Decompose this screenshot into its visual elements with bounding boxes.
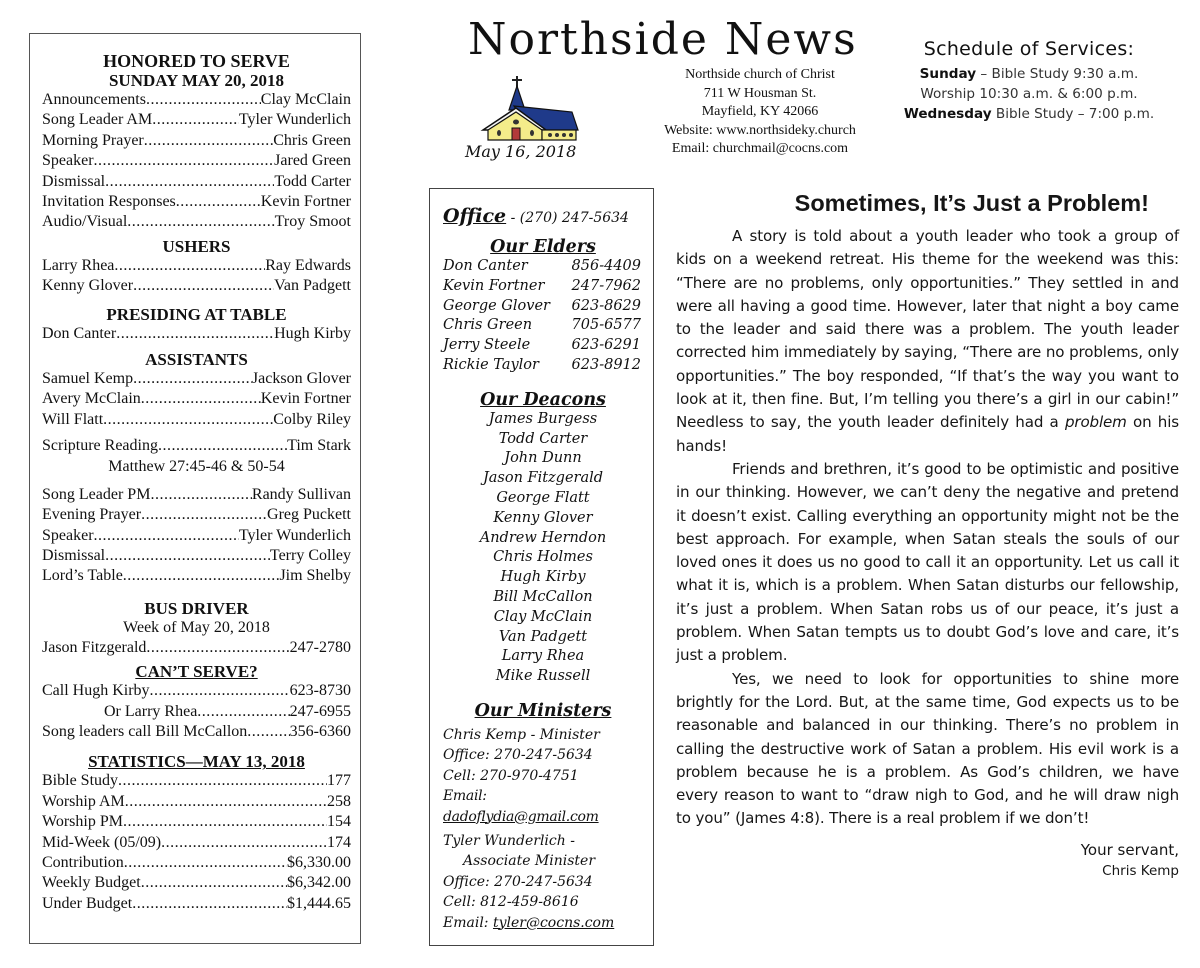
stat-row: [42, 853, 351, 873]
stat-value: $6,330.00: [287, 853, 351, 871]
presiding-left: Don Canter: [42, 324, 117, 342]
assistant-row: [42, 410, 351, 430]
article: [676, 190, 1179, 881]
leader-dots: [124, 853, 287, 873]
minister-cell: Cell: 812-459-8616: [443, 894, 579, 911]
deacons-heading: Our Deacons: [480, 389, 606, 410]
duty-role: Announcements: [42, 91, 146, 108]
assistant-left: Avery McClain: [42, 390, 141, 408]
duty-row: [42, 172, 351, 192]
stat-row: [42, 894, 351, 914]
contact-label: Call Hugh Kirby: [42, 682, 150, 700]
duty-name: Tyler Wunderlich: [238, 111, 351, 129]
article-paragraph: Friends and brethren, it’s good to be optimistic and positive in our thinking. However, we can’t deny the negative and pretend it doesn’t exist. Calling everything an opportunity might not be the best approach. For example, when Satan steals the souls of our loved ones it does us no good to call it an opportunity. Let us call it what it is, which is a problem. When Satan disturbs our fellowship, it’s just a problem. When Satan robs us of our peace, it’s just a problem. When Satan tempts us to doubt God’s love and care, it’s just a problem.: [676, 459, 1179, 665]
stat-label: Worship PM: [42, 813, 123, 831]
minister-office: Office: 270-247-5634: [443, 873, 593, 890]
office-phone: - (270) 247-5634: [506, 210, 629, 226]
stat-row: [42, 833, 351, 853]
church-icon: [478, 74, 580, 142]
leader-dots: [141, 873, 287, 893]
elders-heading: Our Elders: [490, 237, 596, 257]
stat-label: Bible Study: [42, 772, 119, 790]
duty-role: Dismissal: [42, 172, 106, 190]
church-email[interactable]: Email: churchmail@cocns.com: [671, 141, 849, 156]
duty-role: Invitation Responses: [42, 193, 176, 211]
elder-row: [443, 356, 643, 376]
stat-value: $6,342.00: [287, 874, 351, 892]
usher-left: Larry Rhea: [42, 256, 115, 274]
duty-name: Jared Green: [274, 152, 351, 170]
church-website[interactable]: Website: www.northsideky.church: [664, 122, 856, 138]
stat-row: [42, 771, 351, 791]
stat-value: 258: [327, 792, 351, 810]
minister-email-line: [443, 786, 643, 827]
elder-row: [443, 336, 643, 356]
elder-phone: 623-6291: [571, 337, 641, 354]
duty-row: [42, 151, 351, 171]
elder-phone: 247-7962: [571, 277, 641, 294]
duty-row: [42, 131, 351, 151]
elder-phone: 623-8629: [571, 297, 641, 314]
cant-serve-row: [42, 702, 351, 722]
leader-dots: [116, 324, 274, 344]
article-paragraph: [676, 225, 1179, 458]
deacons-list: [443, 410, 643, 687]
usher-row: [42, 276, 351, 296]
duty-role: Audio/Visual: [42, 213, 128, 231]
issue-date: May 16, 2018: [465, 142, 577, 161]
contact-phone: 356-6360: [289, 722, 351, 740]
schedule-text: – Bible Study 9:30 a.m.: [976, 66, 1139, 82]
leader-dots: [123, 812, 327, 832]
stat-value: 177: [327, 772, 351, 790]
minister-entry: [443, 725, 643, 827]
paragraph-text: on his hands!: [676, 413, 1179, 455]
minister-email-link[interactable]: tyler@cocns.com: [492, 914, 615, 931]
duty-role: Song Leader PM: [42, 485, 151, 503]
schedule-line: [884, 104, 1174, 124]
deacon-name: Clay McClain: [493, 608, 593, 625]
deacon-name: Andrew Herndon: [479, 529, 607, 546]
bus-driver-phone: 247-2780: [289, 638, 351, 656]
elder-name: Kevin Fortner: [443, 277, 545, 294]
elder-name: Don Canter: [443, 258, 528, 274]
statistics-heading: STATISTICS—MAY 13, 2018: [88, 752, 305, 772]
honored-title: HONORED TO SERVE: [103, 51, 290, 71]
deacon-name: James Burgess: [488, 410, 598, 427]
deacon-name: Mike Russell: [495, 668, 591, 685]
duty-role: Song Leader AM: [42, 111, 153, 129]
office-label: Office: [443, 205, 507, 227]
leader-dots: [133, 276, 274, 296]
deacon-name: Larry Rhea: [501, 648, 585, 665]
schedule-title: Schedule of Services:: [923, 38, 1135, 60]
leader-dots: [141, 389, 261, 409]
bus-driver-row: [42, 638, 351, 658]
author: Chris Kemp: [1102, 862, 1179, 879]
church-name: Northside church of Christ: [685, 67, 835, 82]
church-directory-panel: [429, 188, 654, 946]
bus-week: Week of May 20, 2018: [123, 618, 270, 636]
deacon-name: George Flatt: [496, 489, 590, 506]
minister-title: Associate Minister: [463, 853, 596, 870]
leader-dots: [127, 212, 274, 232]
stat-value: 154: [327, 813, 351, 831]
minister-email-link[interactable]: dadoflydia@gmail.com: [443, 808, 599, 825]
elder-row: [443, 297, 643, 317]
duty-row: [42, 566, 351, 586]
am-duties-list: [42, 90, 351, 233]
duty-row: [42, 485, 351, 505]
scripture-reader: Tim Stark: [287, 437, 351, 455]
minister-email-line: [443, 913, 643, 933]
leader-dots: [146, 638, 289, 658]
presiding-right: Hugh Kirby: [274, 324, 351, 342]
stat-row: [42, 812, 351, 832]
paragraph-text: A story is told about a youth leader who took a group of kids on a weekend retreat. His theme for the weekend was this: “There are no problems, only opportunities.” They settled in and were all having a good time. However, later that night a boy came to the leader and said there was a problem. The youth leader corrected him immediately by saying, “There are no problems, only opportunities.” The boy responded, “If that’s the way you want to look at it, then fine. But, I’m telling you there’s a girl in our cabin!” Needless to say, the youth leader definitely had a: [676, 227, 1179, 432]
elder-phone: 856-4409: [571, 258, 641, 274]
deacon-name: Van Padgett: [498, 628, 588, 645]
leader-dots: [176, 192, 261, 212]
schedule-of-services: [884, 38, 1174, 124]
deacon-name: Kenny Glover: [493, 509, 593, 526]
duty-role: Speaker: [42, 526, 94, 544]
minister-entry: [443, 831, 643, 933]
duty-role: Lord’s Table: [42, 567, 123, 585]
leader-dots: [94, 151, 275, 171]
newsletter-title: Northside News: [468, 14, 858, 65]
leader-dots: [105, 172, 274, 192]
duty-row: [42, 505, 351, 525]
elder-name: Chris Green: [443, 317, 533, 334]
cant-serve-heading: CAN’T SERVE?: [135, 662, 258, 682]
schedule-day: Wednesday: [903, 106, 992, 122]
statistics-list: [42, 771, 351, 914]
contact-phone: 623-8730: [289, 682, 351, 700]
stat-label: Worship AM: [42, 792, 125, 810]
minister-office: Office: 270-247-5634: [443, 747, 593, 764]
deacon-name: Bill McCallon: [493, 588, 593, 605]
leader-dots: [161, 833, 327, 853]
leader-dots: [105, 546, 270, 566]
stat-label: Contribution: [42, 853, 124, 871]
leader-dots: [118, 771, 327, 791]
duty-role: Evening Prayer: [42, 506, 142, 524]
elder-phone: 705-6577: [571, 317, 641, 334]
duty-name: Clay McClain: [260, 91, 351, 108]
contact-label: Or Larry Rhea: [104, 702, 198, 720]
elders-list: [443, 257, 643, 376]
assistant-right: Kevin Fortner: [260, 390, 351, 408]
ministers-heading: Our Ministers: [474, 700, 612, 721]
article-title: Sometimes, It’s Just a Problem!: [794, 190, 1149, 216]
contact-phone: 247-6955: [289, 702, 351, 720]
assistant-right: Jackson Glover: [251, 370, 351, 388]
assistant-left: Will Flatt: [42, 410, 104, 428]
duty-name: Kevin Fortner: [260, 193, 351, 211]
duty-row: [42, 110, 351, 130]
leader-dots: [133, 369, 252, 389]
presiding-heading: PRESIDING AT TABLE: [106, 304, 287, 324]
usher-right: Van Padgett: [274, 277, 351, 295]
duty-name: Tyler Wunderlich: [238, 526, 351, 544]
stat-value: $1,444.65: [287, 894, 351, 912]
scripture-passage: Matthew 27:45-46 & 50-54: [108, 457, 285, 475]
duty-role: Speaker: [42, 152, 94, 170]
duty-row: [42, 212, 351, 232]
assistants-heading: ASSISTANTS: [145, 350, 248, 370]
deacon-name: Todd Carter: [498, 430, 588, 447]
deacon-name: Hugh Kirby: [500, 569, 586, 586]
scripture-role: Scripture Reading: [42, 437, 158, 455]
honored-date: SUNDAY MAY 20, 2018: [108, 71, 285, 90]
leader-dots: [247, 722, 289, 742]
leader-dots: [158, 436, 287, 456]
duty-role: Dismissal: [42, 546, 106, 564]
duty-role: Morning Prayer: [42, 131, 144, 149]
leader-dots: [123, 566, 280, 586]
duty-name: Randy Sullivan: [251, 485, 351, 503]
church-contact-block: [640, 66, 880, 159]
usher-left: Kenny Glover: [42, 277, 134, 295]
leader-dots: [103, 410, 273, 430]
duty-row: [42, 192, 351, 212]
usher-row: [42, 256, 351, 276]
email-label: Email:: [443, 788, 487, 805]
minister-name: Tyler Wunderlich -: [443, 832, 575, 849]
office-line: [443, 205, 643, 227]
assistant-left: Samuel Kemp: [42, 370, 134, 388]
duty-name: Todd Carter: [274, 172, 351, 190]
contact-label: Song leaders call Bill McCallon: [42, 722, 248, 740]
duty-row: [42, 546, 351, 566]
elder-phone: 623-8912: [571, 356, 641, 373]
duty-name: Greg Puckett: [267, 506, 351, 524]
schedule-line: [884, 64, 1174, 84]
leader-dots: [150, 681, 290, 701]
deacon-name: Jason Fitzgerald: [482, 470, 604, 487]
leader-dots: [125, 792, 327, 812]
bus-driver-heading: BUS DRIVER: [144, 598, 249, 618]
stat-value: 174: [327, 833, 351, 851]
email-label: Email:: [443, 914, 493, 931]
elder-row: [443, 316, 643, 336]
schedule-day: Sunday: [919, 66, 977, 82]
elder-row: [443, 257, 643, 277]
cant-serve-row: [42, 722, 351, 742]
scripture-row: [42, 436, 351, 456]
leader-dots: [114, 256, 265, 276]
church-city: Mayfield, KY 42066: [701, 104, 819, 119]
leader-dots: [146, 90, 261, 110]
leader-dots: [150, 485, 251, 505]
elder-name: Jerry Steele: [443, 337, 531, 354]
deacon-name: Chris Holmes: [493, 549, 593, 566]
assistant-right: Colby Riley: [273, 410, 351, 428]
elder-name: George Glover: [443, 297, 550, 314]
church-street: 711 W Housman St.: [703, 85, 817, 101]
stat-label: Mid-Week (05/09): [42, 833, 162, 851]
minister-cell: Cell: 270-970-4751: [443, 767, 579, 784]
article-paragraph: Yes, we need to look for opportunities to shine more brightly for the Lord. But, at the same time, God expects us to be reasonable and balanced in our thinking. There’s no problem in calling the destructive work of Satan a problem. His evil work is a problem because he is a problem. As God’s children, we have every reason to want to “draw nigh to God, and he will draw nigh to you” (James 4:8). There is a real problem if we don’t!: [676, 669, 1179, 828]
leader-dots: [141, 505, 267, 525]
usher-right: Ray Edwards: [265, 256, 351, 274]
closing: Your servant,: [1080, 840, 1179, 859]
schedule-text: Worship 10:30 a.m. & 6:00 p.m.: [920, 86, 1138, 102]
elder-name: Rickie Taylor: [443, 356, 539, 373]
leader-dots: [197, 702, 289, 722]
leader-dots: [152, 110, 239, 130]
elder-row: [443, 277, 643, 297]
leader-dots: [144, 131, 273, 151]
duty-name: Jim Shelby: [279, 567, 351, 585]
duty-row: [42, 90, 351, 110]
deacon-name: John Dunn: [504, 450, 582, 467]
duty-name: Chris Green: [273, 131, 351, 149]
duty-name: Troy Smoot: [274, 213, 351, 231]
schedule-text: Bible Study – 7:00 p.m.: [991, 106, 1155, 122]
stat-label: Weekly Budget: [42, 874, 141, 892]
emphasis-text: problem: [1064, 413, 1127, 432]
minister-name: Chris Kemp - Minister: [443, 726, 600, 743]
leader-dots: [132, 894, 287, 914]
duty-name: Terry Colley: [269, 546, 351, 564]
stat-label: Under Budget: [42, 894, 133, 912]
bus-driver-name: Jason Fitzgerald: [42, 638, 147, 656]
assistant-row: [42, 369, 351, 389]
stat-row: [42, 792, 351, 812]
ushers-heading: USHERS: [162, 236, 231, 256]
stat-row: [42, 873, 351, 893]
leader-dots: [94, 526, 239, 546]
schedule-line: [884, 84, 1174, 104]
pm-duties-list: [42, 485, 351, 587]
cant-serve-row: [42, 681, 351, 701]
honored-to-serve-panel: [29, 33, 361, 944]
presiding-row: [42, 324, 351, 344]
duty-row: [42, 526, 351, 546]
assistant-row: [42, 389, 351, 409]
